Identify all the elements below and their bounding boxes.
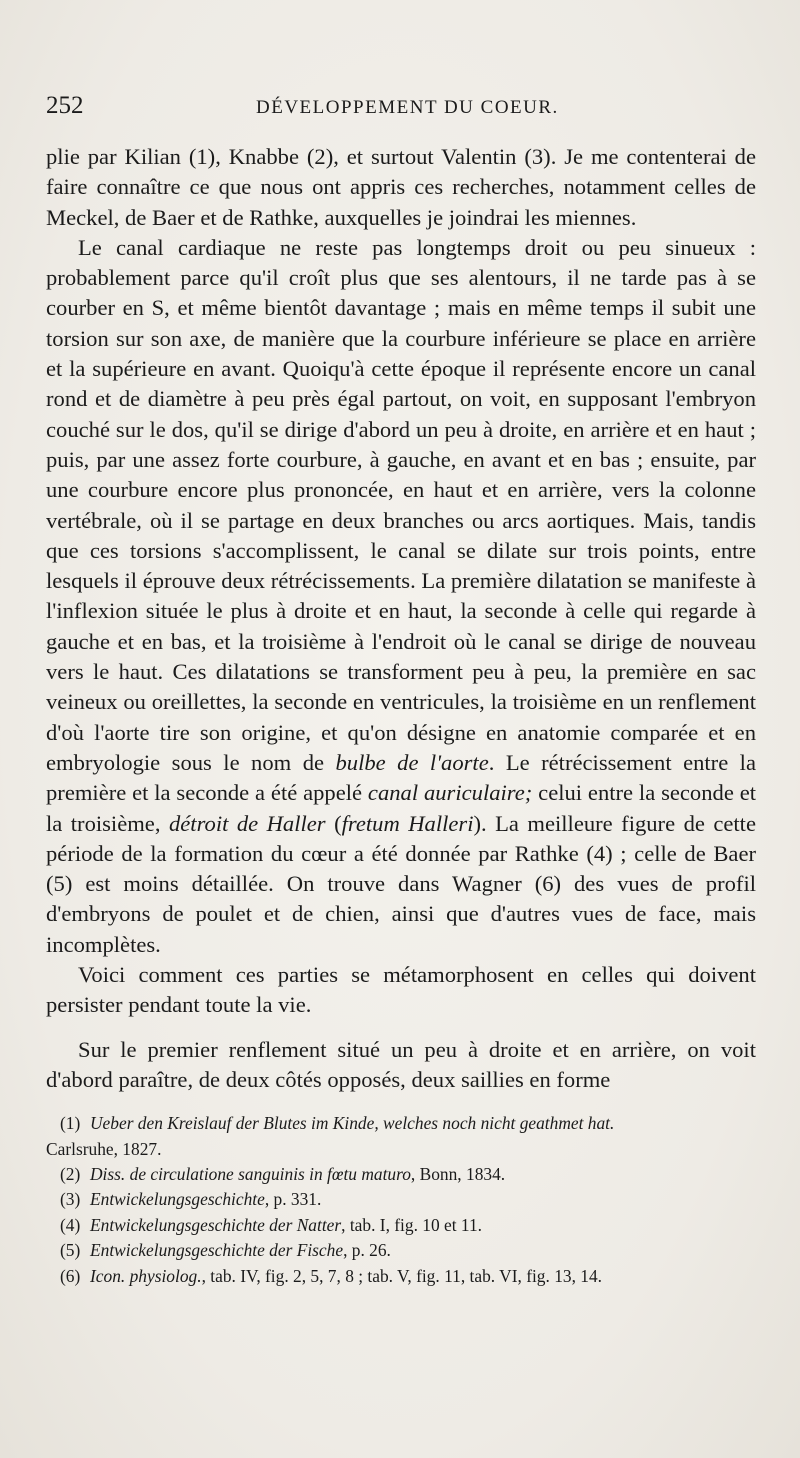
paragraph-2-text: ). La meilleure figure de cette période de la formation du cœur a été donnée par Rathke (4) ; celle de Baer (5) est moins détaillée. On trouve dans Wagner (6) des vues de profil d'embryons de poulet et de chien, ainsi que d'autres vues de face, mais incomplètes. xyxy=(46,810,756,957)
footnote-text xyxy=(90,1111,614,1136)
footnote-number: (3) xyxy=(60,1189,81,1210)
paragraph-2-text: Le canal cardiaque ne reste pas longtemps droit ou peu sinueux : probablement parce qu'il croît plus que ses alentours, il ne tarde pas à se courber en S, et même bientôt davantage ; mais en même temps il subit une torsion sur son axe, de manière que la courbure inférieure se place en arrière et la supérieure en avant. Quoiqu'à cette époque il représente encore un canal rond et de diamètre à peu près égal partout, on voit, en supposant l'embryon couché sur le dos, qu'il se dirige d'abord un peu à droite, en arrière et en haut ; puis, par une assez forte courbure, à gauche, en avant et en bas ; ensuite, par une courbure encore plus prononcée, en haut et en arrière, vers la colonne vertébrale, où il se partage en deux branches ou arcs aortiques. Mais, tandis que ces torsions s'accomplissent, le canal se dilate sur trois points, entre lesquels il éprouve deux rétrécissements. La première dilatation se manifeste à l'inflexion située le plus à droite et en haut, la seconde à celle qui regarde à gauche et en bas, et la troisième à l'endroit où le canal se dirige de nouveau vers le haut. Ces dilatations se transforment peu à peu, la première en sac veineux ou oreillettes, la seconde en ventricules, la troisième en un renflement d'où l'aorte tire son origine, et qu'on désigne en anatomie comparée et en embryologie sous le nom de xyxy=(46,234,756,775)
footnote-detail: , tab. I, fig. 10 et 11. xyxy=(341,1214,483,1235)
body-text xyxy=(46,142,756,1095)
footnote-2 xyxy=(60,1162,756,1187)
footnote-6 xyxy=(60,1264,756,1289)
footnote-text xyxy=(90,1238,391,1263)
paragraph-2-text: . Le rétrécissement entre la première et la seconde a été appelé xyxy=(46,749,756,806)
footnote-title: Diss. de circulatione sanguinis in fœtu maturo xyxy=(90,1164,411,1185)
footnote-3 xyxy=(60,1187,756,1212)
italic-bulbe: bulbe de l'aorte xyxy=(335,749,489,775)
footnote-text xyxy=(90,1162,505,1187)
footnote-text xyxy=(90,1213,482,1238)
paragraph-2-text: ( xyxy=(334,810,342,836)
footnote-title: Entwickelungsgeschichte der Fische xyxy=(90,1240,344,1261)
footnote-detail: , p. 26. xyxy=(343,1240,391,1261)
paragraph-2 xyxy=(46,233,756,960)
running-head: DÉVELOPPEMENT DU COEUR. xyxy=(256,97,559,118)
footnote-title: Icon. physiolog. xyxy=(90,1265,202,1286)
footnote-title: Entwickelungsgeschichte xyxy=(90,1189,265,1210)
footnote-title: Ueber den Kreislauf der Blutes im Kinde, welches noch nicht geathmet hat. xyxy=(90,1113,615,1134)
footnote-number: (4) xyxy=(60,1214,81,1235)
page-number: 252 xyxy=(46,92,84,119)
paragraph-3: Voici comment ces parties se métamorphosent en celles qui doivent persister pendant toute la vie. xyxy=(46,962,756,1018)
footnote-title: Entwickelungsgeschichte der Natter xyxy=(90,1214,342,1235)
footnotes xyxy=(46,1111,756,1289)
footnote-number: (2) xyxy=(60,1164,81,1185)
footnote-4 xyxy=(60,1213,756,1238)
footnote-1 xyxy=(60,1111,756,1136)
italic-fretum: fretum Halleri xyxy=(341,810,474,836)
footnote-text xyxy=(90,1187,321,1212)
footnote-number: (5) xyxy=(60,1240,81,1261)
paragraph-2-text: celui entre la seconde et la troisième, xyxy=(46,780,756,836)
footnote-5 xyxy=(60,1238,756,1263)
footnote-number: (6) xyxy=(60,1265,81,1286)
italic-canal: canal auriculaire; xyxy=(367,780,533,806)
footnote-detail: , Bonn, 1834. xyxy=(410,1164,506,1185)
footnote-text xyxy=(90,1264,602,1289)
page-header xyxy=(46,92,756,136)
footnote-detail: , tab. IV, fig. 2, 5, 7, 8 ; tab. V, fig. 11, tab. VI, fig. 13, 14. xyxy=(201,1265,603,1286)
footnote-detail: , p. 331. xyxy=(264,1189,322,1210)
paragraph-4: Sur le premier renflement situé un peu à droite et en arrière, on voit d'abord paraître, de deux côtés opposés, deux saillies en forme xyxy=(46,1036,756,1092)
footnote-number: (1) xyxy=(60,1113,81,1134)
footnote-1-continuation: Carlsruhe, 1827. xyxy=(46,1138,162,1159)
paragraph-1: plie par Kilian (1), Knabbe (2), et surtout Valentin (3). Je me contenterai de faire connaître ce que nous ont appris ces recherches, notamment celles de Meckel, de Baer et de Rathke, auxquelles je joindrai les miennes. xyxy=(46,144,756,230)
italic-detroit: détroit de Haller xyxy=(168,810,326,836)
